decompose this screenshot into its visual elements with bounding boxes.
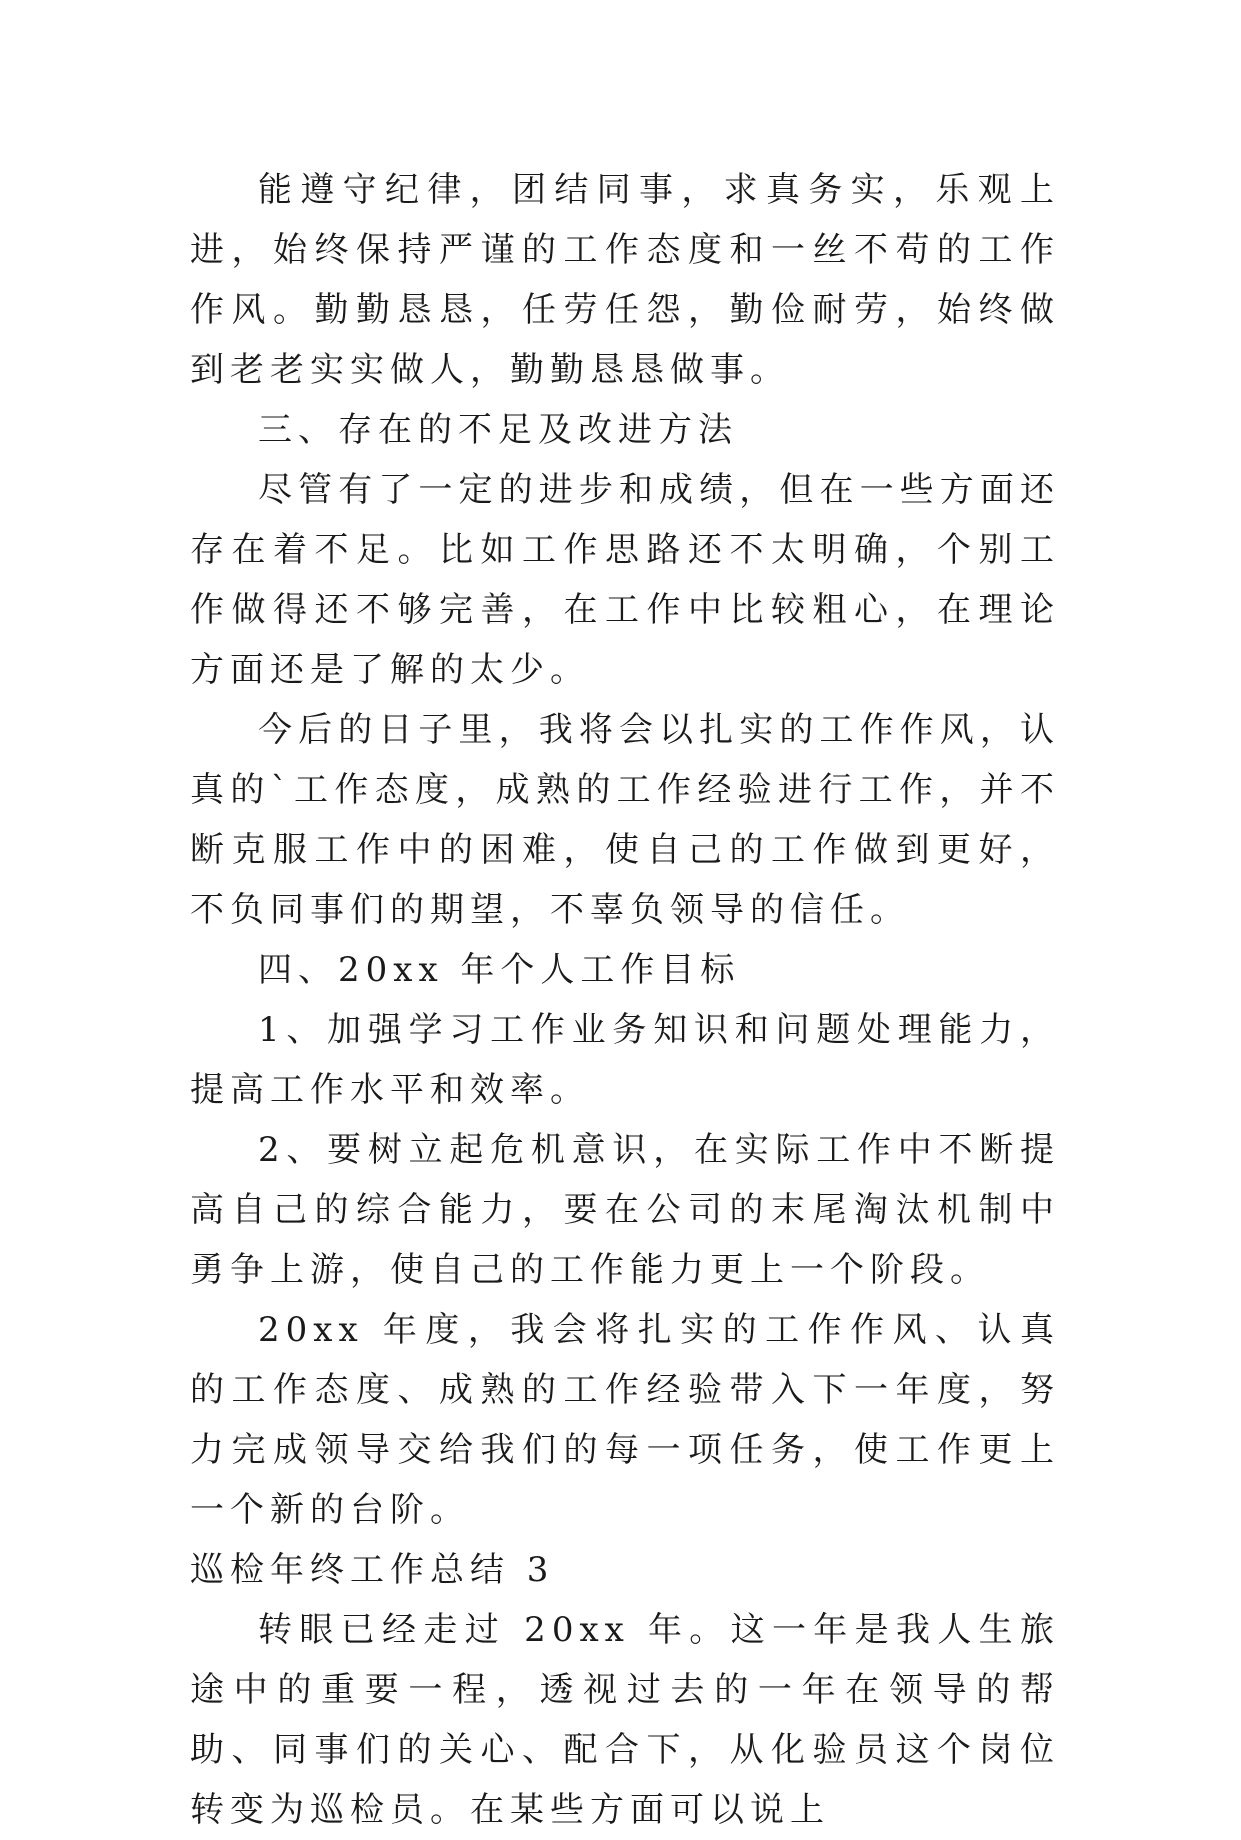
section-heading-shortcomings: 三、存在的不足及改进方法: [258, 410, 738, 450]
goal-item-1: 1、加强学习工作业务知识和问题处理能力，提高工作水平和效率。: [190, 1010, 1060, 1110]
document-title-section-3: 巡检年终工作总结 3: [190, 1550, 555, 1590]
paragraph-intro-section-3: 转眼已经走过 20xx 年。这一年是我人生旅途中的重要一程，透视过去的一年在领导的帮助、同事们的关心、配合下，从化验员这个岗位转变为巡检员。在某些方面可以说上: [190, 1610, 1060, 1830]
paragraph-work-attitude: 能遵守纪律，团结同事，求真务实，乐观上进，始终保持严谨的工作态度和一丝不苟的工作作风。勤勤恳恳，任劳任怨，勤俭耐劳，始终做到老老实实做人，勤勤恳恳做事。: [190, 170, 1060, 390]
goal-item-2: 2、要树立起危机意识，在实际工作中不断提高自己的综合能力，要在公司的末尾淘汰机制中勇争上游，使自己的工作能力更上一个阶段。: [190, 1130, 1060, 1290]
paragraph-shortcomings: 尽管有了一定的进步和成绩，但在一些方面还存在着不足。比如工作思路还不太明确，个别工作做得还不够完善，在工作中比较粗心，在理论方面还是了解的太少。: [190, 470, 1060, 690]
paragraph-future-plan: 今后的日子里，我将会以扎实的工作作风，认真的`工作态度，成熟的工作经验进行工作，并不断克服工作中的困难，使自己的工作做到更好，不负同事们的期望，不辜负领导的信任。: [190, 710, 1060, 930]
section-heading-goals: 四、20xx 年个人工作目标: [258, 950, 741, 990]
document-body: [190, 160, 1060, 1840]
paragraph-year-summary: 20xx 年度，我会将扎实的工作作风、认真的工作态度、成熟的工作经验带入下一年度，努力完成领导交给我们的每一项任务，使工作更上一个新的台阶。: [190, 1310, 1060, 1530]
